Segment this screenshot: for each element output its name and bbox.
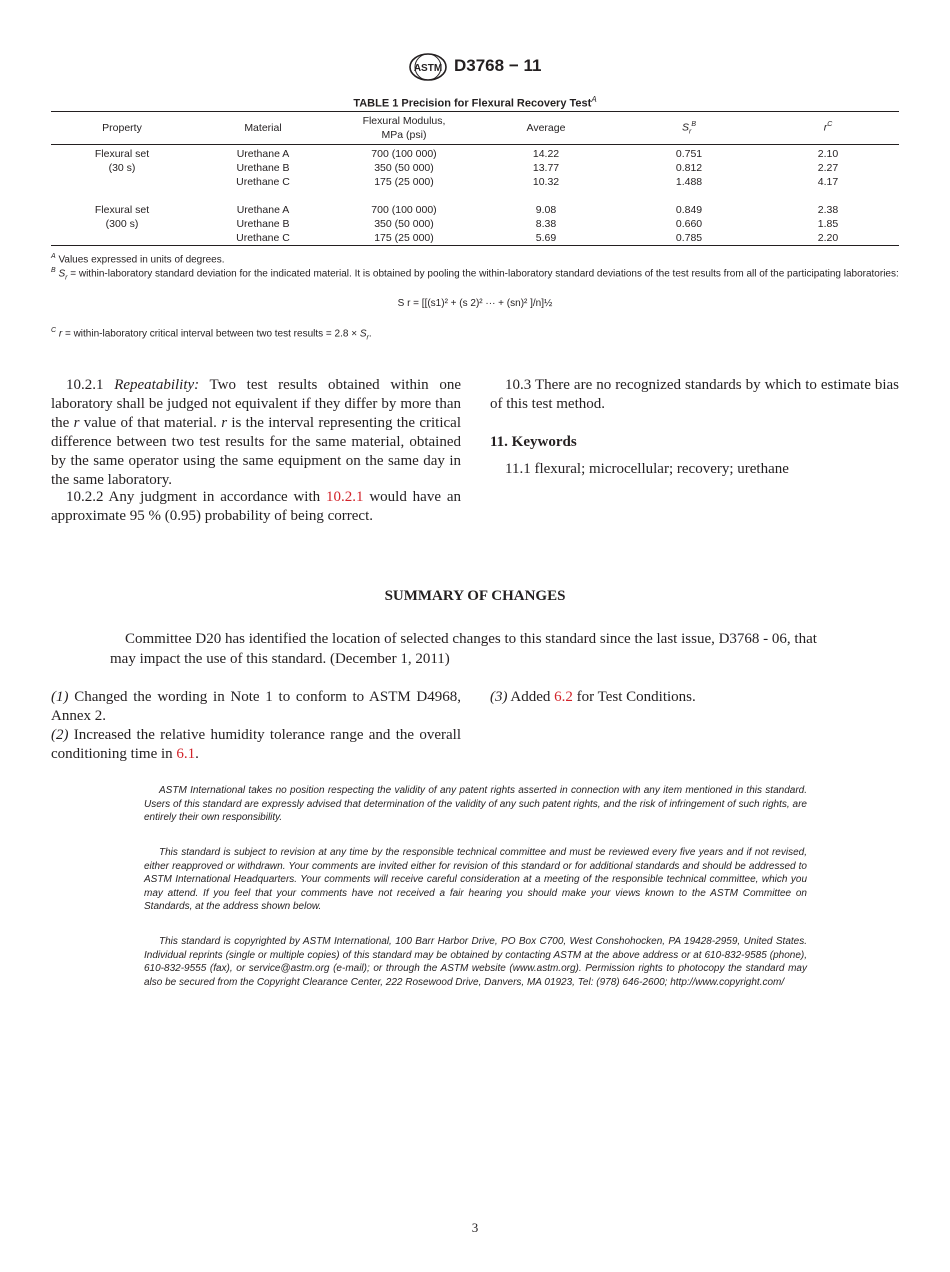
cell-r: 1.85 (817, 218, 839, 230)
col-header-r: $r^C$ (823, 121, 833, 134)
property-line: (300 s) (105, 218, 139, 230)
col-header-material: Material (244, 122, 282, 134)
property-line: Flexural set (94, 148, 150, 160)
cell-r: 2.10 (817, 148, 839, 160)
cell-material: Urethane C (236, 232, 290, 244)
legal-copyright-notice: This standard is copyrighted by ASTM International, 100 Barr Harbor Drive, PO Box C700, West Conshohocken, PA 19428-2959, United States. Individual reprints (single or multiple copies) of this standard may be obtained by contacting ASTM at the above address or at 610-832-9585 (phone), 610-832-9555 (fax), or service@astm.org (e-mail); or through the ASTM website (www.astm.org). Permission rights to photocopy the standard may also be secured from the Copyright Clearance Center, 222 Rosewood Drive, Danvers, MA 01923, Tel: (978) 646-2600; http://www.copyright.com/ (144, 936, 807, 988)
cell-modulus: 175 (25 000) (374, 232, 434, 244)
cell-material: Urethane B (236, 218, 290, 230)
col-header-modulus-line1: Flexural Modulus, (362, 115, 446, 127)
cell-material: Urethane A (236, 204, 290, 216)
cell-r: 2.38 (817, 204, 839, 216)
col-header-sr: $S_r^B$ (681, 121, 697, 136)
legal-patent-notice: ASTM International takes no position respecting the validity of any patent rights asserted in connection with any item mentioned in this standard. Users of this standard are expressly advised that determination of the validity of any such patent rights, and the risk of infringement of such rights, are entirely their own responsibility. (144, 785, 807, 824)
page-header (0, 50, 950, 84)
col-header-modulus (334, 114, 474, 142)
cell-average: 14.22 (532, 148, 560, 160)
page-number: 3 (471, 1220, 479, 1235)
group-property (72, 203, 172, 231)
cell-average: 13.77 (532, 162, 560, 174)
footnote-a: $^A$ Values expressed in units of degrees. (51, 253, 225, 266)
cell-material: Urethane B (236, 162, 290, 174)
link-6-2[interactable]: 6.2 (554, 689, 573, 705)
link-10-2-1[interactable]: 10.2.1 (325, 489, 364, 505)
cell-modulus: 700 (100 000) (371, 148, 437, 160)
cell-sr: 0.812 (675, 162, 703, 174)
pooled-sd-formula: S r = [[(s1)² + (s 2)² ··· + (sn)² ]/n]½ (397, 298, 553, 309)
section-10-2-2: 10.2.2 Any judgment in accordance with 10.2.1 would have an approximate 95 % (0.95) probability of being correct. (51, 489, 461, 524)
cell-modulus: 350 (50 000) (374, 218, 434, 230)
table-title: TABLE 1 Precision for Flexural Recovery Test$^A$ (353, 95, 597, 110)
summary-intro: Committee D20 has identified the location of selected changes to this standard since the last issue, D3768 - 06, that may impact the use of this standard. (December 1, 2011) (110, 631, 817, 667)
col-header-modulus-line2: MPa (psi) (381, 129, 427, 141)
change-item-2: (2) Increased the relative humidity tolerance range and the overall conditioning time in 6.1. (51, 727, 461, 762)
cell-sr: 0.785 (675, 232, 703, 244)
cell-average: 9.08 (535, 204, 557, 216)
section-11-1: 11.1 flexural; microcellular; recovery; urethane (505, 461, 789, 477)
cell-sr: 1.488 (675, 176, 703, 188)
col-header-property: Property (102, 122, 142, 134)
cell-r: 2.27 (817, 162, 839, 174)
change-item-3: (3) Added 6.2 for Test Conditions. (490, 689, 696, 705)
cell-material: Urethane C (236, 176, 290, 188)
table-header-rule (51, 144, 899, 145)
summary-heading: SUMMARY OF CHANGES (384, 588, 566, 604)
cell-modulus: 350 (50 000) (374, 162, 434, 174)
logo-text: ASTM (413, 63, 443, 74)
section-10-3: 10.3 There are no recognized standards by which to estimate bias of this test method. (490, 377, 899, 412)
legal-revision-notice: This standard is subject to revision at any time by the responsible technical committee and must be reviewed every five years and if not revised, either reapproved or withdrawn. Your comments are invited either for revision of this standard or for additional standards and should be addressed to ASTM International Headquarters. Your comments will receive careful consideration at a meeting of the responsible technical committee, which you may attend. If you feel that your comments have not received a fair hearing you should make your views known to the ASTM Committee on Standards, at the address shown below. (144, 847, 807, 913)
table-top-rule (51, 111, 899, 112)
cell-average: 5.69 (535, 232, 557, 244)
property-line: Flexural set (94, 204, 150, 216)
cell-sr: 0.751 (675, 148, 703, 160)
cell-average: 10.32 (532, 176, 560, 188)
cell-sr: 0.849 (675, 204, 703, 216)
cell-modulus: 700 (100 000) (371, 204, 437, 216)
astm-logo-icon (408, 52, 448, 82)
change-item-1: (1) Changed the wording in Note 1 to conform to ASTM D4968, Annex 2. (51, 689, 461, 724)
link-6-1[interactable]: 6.1 (176, 746, 196, 762)
cell-material: Urethane A (236, 148, 290, 160)
cell-modulus: 175 (25 000) (374, 176, 434, 188)
document-designation: D3768 − 11 (454, 56, 542, 75)
footnote-c: $^C$ r = within-laboratory critical interval between two test results = $2.8 \times S_r$. (51, 327, 372, 342)
table-bottom-rule (51, 245, 899, 246)
group-property (72, 147, 172, 175)
cell-average: 8.38 (535, 218, 557, 230)
section-10-2-1: 10.2.1 Repeatability: Two test results obtained within one laboratory shall be judged not equivalent if they differ by more than the r value of that material. r is the interval representing the critical difference between two test results for the same material, obtained by the same operator using the same equipment on the same day in the same laboratory. (51, 377, 462, 488)
cell-sr: 0.660 (675, 218, 703, 230)
cell-r: 4.17 (817, 176, 839, 188)
col-header-average: Average (526, 122, 566, 134)
property-line: (30 s) (108, 162, 136, 174)
keywords-heading: 11. Keywords (490, 434, 577, 450)
footnote-b: $^B$ $S_r$ = within-laboratory standard deviation for the indicated material. It is obtained by pooling the within-laboratory standard deviations of the test results from all of the participating laboratories: (51, 267, 899, 282)
cell-r: 2.20 (817, 232, 839, 244)
